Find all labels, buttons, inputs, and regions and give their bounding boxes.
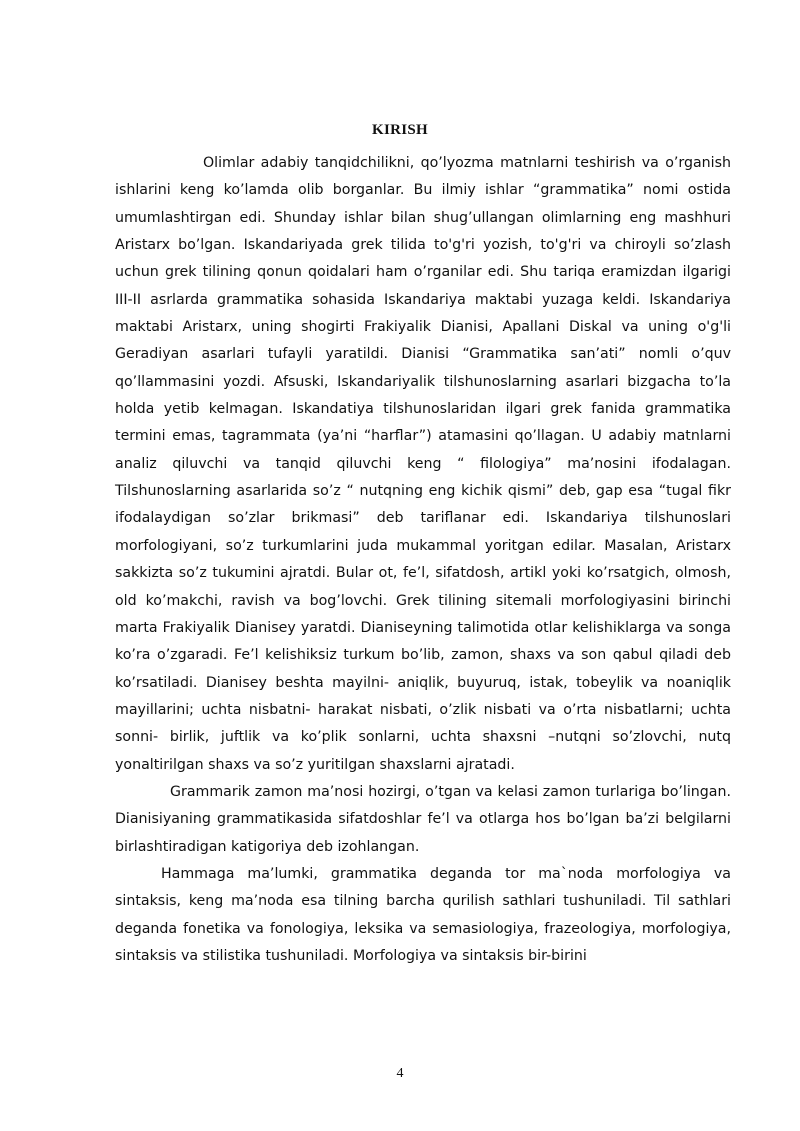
paragraph-1: Olimlar adabiy tanqidchilikni, qo’lyozma matnlarni teshirish va o’rganish ishlarini keng ko’lamda olib borganlar. Bu ilmiy ishlar “grammatika” nomi ostida umumlashtirgan edi. Shunday ishlar bilan shug’ullangan olimlarning eng mashhuri Aristarx bo’lgan. Iskandariyada grek tilida to'g'ri yozish, to'g'ri va chiroyli so’zlash uchun grek tilining qonun qoidalari ham o’rganilar edi. Shu tariqa eramizdan ilgarigi III-II asrlarda grammatika sohasida Iskandariya maktabi yuzaga keldi. Iskandariya maktabi Aristarx, uning shogirti Frakiyalik Dianisi, Apallani Diskal va uning o'g'li Geradiyan asarlari tufayli yaratildi. Dianisi “Grammatika san’ati” nomli o’quv qo’llammasini yozdi. Afsuski, Iskandariyalik tilshunoslarning asarlari bizgacha to’la holda yetib kelmagan. Iskandatiya tilshunoslaridan ilgari grek fanida grammatika termini emas, tagrammata (ya’ni “harflar”) atamasini qo’llagan. U adabiy matnlarni analiz qiluvchi va tanqid qiluvchi keng “ filologiya” ma’nosini ifodalagan. Tilshunoslarning asarlarida so’z “ nutqning eng kichik qismi” deb, gap esa “tugal fikr ifodalaydigan so’zlar brikmasi” deb tariflanar edi. Iskandariya tilshunoslari morfologiyani, so’z turkumlarini juda mukammal yoritgan edilar. Masalan, Aristarx sakkizta so’z tukumini ajratdi. Bular ot, fe’l, sifatdosh, artikl yoki ko’rsatgich, olmosh, old ko’makchi, ravish va bog’lovchi. Grek tilining sitemali morfologiyasini birinchi marta Frakiyalik Dianisey yaratdi. Dianiseyning talimotida otlar kelishiklarga va songa ko’ra o’zgaradi. Fe’l kelishiksiz turkum bo’lib, zamon, shaxs va son qabul qiladi deb ko’rsatiladi. Dianisey beshta mayilni- aniqlik, buyuruq, istak, tobeylik va noaniqlik mayillarini; uchta nisbatni- harakat nisbati, o’zlik nisbati va o’rta nisbatlarni; uchta sonni- birlik, juftlik va ko’plik sonlarni, uchta shaxsni –nutqni so’zlovchi, nutq yonaltirilgan shaxs va so’z yuritilgan shaxslarni ajratadi. <box>115 155 731 773</box>
paragraph-3: Hammaga ma’lumki, grammatika deganda tor ma`noda morfologiya va sintaksis, keng ma’noda esa tilning barcha qurilish sathlari tushuniladi. Til sathlari deganda fonetika va fonologiya, leksika va semasiologiya, frazeologiya, morfologiya, sintaksis va stilistika tushuniladi. Morfologiya va sintaksis bir-birini <box>115 865 731 964</box>
body-text <box>115 150 731 970</box>
paragraph-2: Grammarik zamon ma’nosi hozirgi, o’tgan va kelasi zamon turlariga bo’lingan. Dianisiyaning grammatikasida sifatdoshlar fe’l va otlarga hos bo’lgan ba’zi belgilarni birlashtiradigan katigoriya deb izohlangan. <box>115 783 731 855</box>
page-title: KIRISH <box>372 122 428 138</box>
page-number: 4 <box>396 1066 404 1081</box>
